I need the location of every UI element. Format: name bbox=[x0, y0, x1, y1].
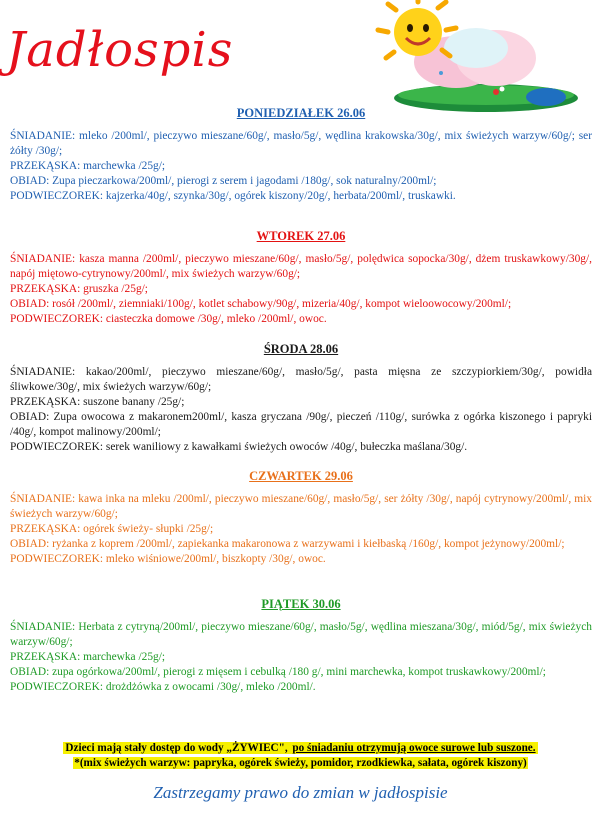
page-title: Jadłospis bbox=[6, 22, 234, 78]
lunch-line: OBIAD: rosół /200ml/, ziemniaki/100g/, kotlet schabowy/90g/, mizeria/40g/, kompot wieloowocowy/200ml/; bbox=[10, 298, 512, 310]
day-heading: PIĄTEK 30.06 bbox=[261, 597, 341, 611]
breakfast-line: ŚNIADANIE: Herbata z cytryną/200ml/, pieczywo mieszane/60g/, masło/5g/, wędlina mieszana/30g/, miód/5g/, mix świeżych warzyw/60g/; bbox=[10, 621, 592, 648]
afternoon-snack-line: PODWIECZOREK: ciasteczka domowe /30g/, mleko /200ml/, owoc. bbox=[10, 313, 327, 325]
snack-line: PRZEKĄSKA: gruszka /25g/; bbox=[10, 283, 148, 295]
lunch-line: OBIAD: ryżanka z koprem /200ml/, zapiekanka makaronowa z warzywami i kiełbaską /160g/, kompot jeżynowy/200ml/; bbox=[10, 538, 565, 550]
lunch-line: OBIAD: Zupa owocowa z makaronem200ml/, kasza gryczana /90g/, pieczeń /110g/, surówka z ogórka kiszonego i papryki /40g/, kompot malinowy/200ml/; bbox=[10, 411, 592, 438]
notice-line-2: *(mix świeżych warzyw: papryka, ogórek świeży, pomidor, rzodkiewka, sałata, ogórek kiszony) bbox=[74, 757, 527, 769]
notice-line-1: Dzieci mają stały dostęp do wody „ŻYWIEC", po śniadaniu otrzymują owoce surowe lub suszone. bbox=[65, 742, 536, 754]
day-tuesday bbox=[10, 229, 592, 327]
sun-icon bbox=[378, 0, 456, 58]
day-heading: ŚRODA 28.06 bbox=[263, 342, 339, 356]
day-wednesday bbox=[10, 342, 592, 455]
breakfast-line: ŚNIADANIE: kakao/200ml/, pieczywo mieszane/60g/, masło/5g/, pasta mięsna ze szczypiorkiem/30g/, powidła śliwkowe/30g/, mix świeżych warzyw/60g/; bbox=[10, 366, 592, 393]
afternoon-snack-line: PODWIECZOREK: mleko wiśniowe/200ml/, biszkopty /30g/, owoc. bbox=[10, 553, 326, 565]
snack-line: PRZEKĄSKA: marchewka /25g/; bbox=[10, 651, 166, 663]
water-fruit-notice bbox=[0, 741, 601, 771]
day-heading: CZWARTEK 29.06 bbox=[249, 469, 353, 483]
snack-line: PRZEKĄSKA: suszone banany /25g/; bbox=[10, 396, 185, 408]
lunch-line: OBIAD: Zupa pieczarkowa/200ml/, pierogi z serem i jagodami /180g/, sok naturalny/200ml/; bbox=[10, 175, 437, 187]
breakfast-line: ŚNIADANIE: kawa inka na mleku /200ml/, pieczywo mieszane/60g/, masło/5g/, ser żółty /30g/, napój cytrynowy/200ml/, mix świeżych warzyw/60g/; bbox=[10, 493, 592, 520]
breakfast-line: ŚNIADANIE: kasza manna /200ml/, pieczywo mieszane/60g/, masło/5g/, polędwica sopocka/30g/, dżem truskawkowy/30g/, napój miętowo-cytrynowy/200ml/, mix świeżych warzyw/60g/; bbox=[10, 253, 592, 280]
afternoon-snack-line: PODWIECZOREK: drożdżówka z owocami /30g/, mleko /200ml/. bbox=[10, 681, 316, 693]
afternoon-snack-line: PODWIECZOREK: serek waniliowy z kawałkami świeżych owoców /40g/, bułeczka maślana/30g/. bbox=[10, 441, 468, 453]
afternoon-snack-line: PODWIECZOREK: kajzerka/40g/, szynka/30g/, ogórek kiszony/20g/, herbata/200ml/, truskawki. bbox=[10, 190, 456, 202]
day-thursday bbox=[10, 469, 592, 567]
day-heading: WTOREK 27.06 bbox=[256, 229, 346, 243]
day-heading: PONIEDZIAŁEK 26.06 bbox=[236, 106, 366, 120]
snack-line: PRZEKĄSKA: ogórek świeży- słupki /25g/; bbox=[10, 523, 214, 535]
changes-disclaimer: Zastrzegamy prawo do zmian w jadłospisie bbox=[153, 783, 448, 802]
day-friday bbox=[10, 597, 592, 695]
lunch-line: OBIAD: zupa ogórkowa/200ml/, pierogi z mięsem i cebulką /180 g/, mini marchewka, kompot truskawkowy/200ml/; bbox=[10, 666, 546, 678]
sun-cloud-illustration bbox=[346, 0, 586, 118]
day-monday bbox=[10, 106, 592, 204]
breakfast-line: ŚNIADANIE: mleko /200ml/, pieczywo mieszane/60g/, masło/5g/, wędlina krakowska/30g/, mix świeżych warzyw/60g/; ser żółty /30g/; bbox=[10, 130, 592, 157]
snack-line: PRZEKĄSKA: marchewka /25g/; bbox=[10, 160, 166, 172]
